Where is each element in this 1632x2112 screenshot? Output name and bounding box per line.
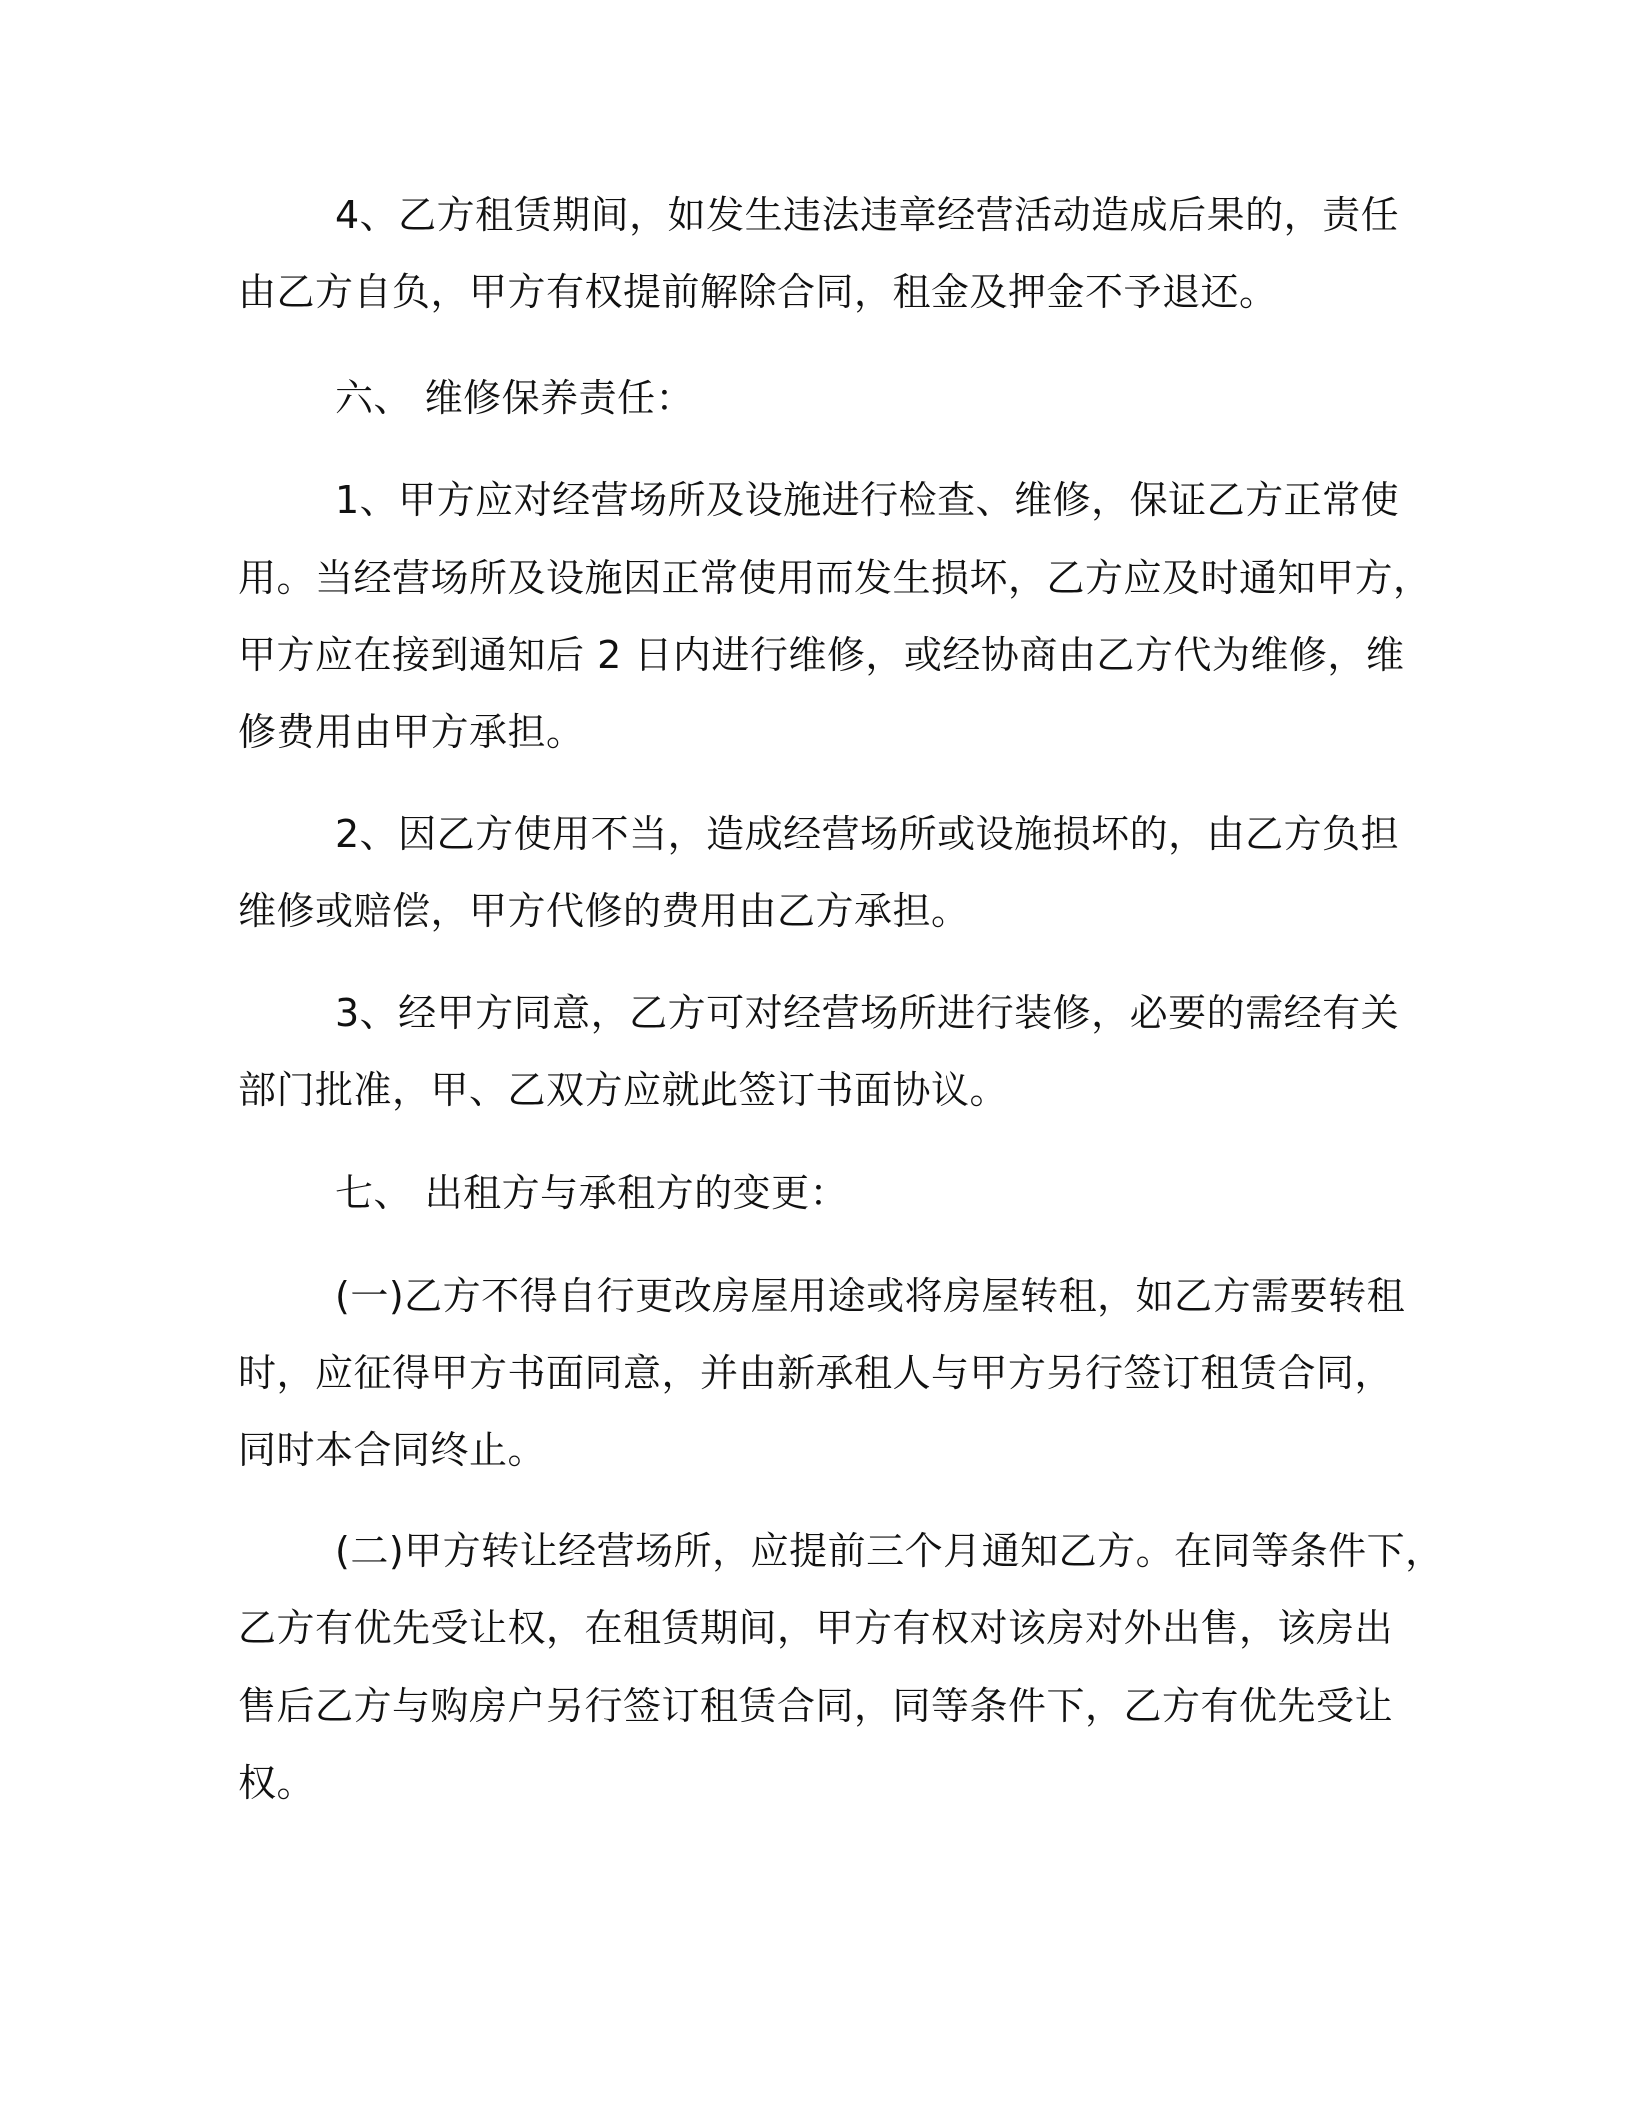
heading-line: 六、 维修保养责任： (335, 376, 695, 420)
text-line: 时，应征得甲方书面同意，并由新承租人与甲方另行签订租赁合同， (238, 1351, 1394, 1395)
text-line: 乙方有优先受让权，在租赁期间，甲方有权对该房对外出售，该房出 (238, 1606, 1394, 1650)
text-line: 1、甲方应对经营场所及设施进行检查、维修，保证乙方正常使 (335, 478, 1400, 522)
text-line: 维修或赔偿，甲方代修的费用由乙方承担。 (238, 889, 970, 933)
text-line: 3、经甲方同意，乙方可对经营场所进行装修，必要的需经有关 (335, 991, 1400, 1035)
text-line: 2、因乙方使用不当，造成经营场所或设施损坏的，由乙方负担 (335, 812, 1400, 856)
heading-line: 七、 出租方与承租方的变更： (335, 1171, 849, 1215)
text-line: 修费用由甲方承担。 (238, 710, 585, 754)
text-line: 同时本合同终止。 (238, 1428, 547, 1472)
text-line: 部门批准，甲、乙双方应就此签订书面协议。 (238, 1068, 1009, 1112)
text-line: 4、乙方租赁期间，如发生违法违章经营活动造成后果的，责任 (335, 193, 1400, 237)
text-line: (一)乙方不得自行更改房屋用途或将房屋转租，如乙方需要转租 (335, 1274, 1406, 1318)
text-line: 用。当经营场所及设施因正常使用而发生损坏，乙方应及时通知甲方， (238, 556, 1432, 600)
text-line: 甲方应在接到通知后 2 日内进行维修，或经协商由乙方代为维修，维 (238, 633, 1405, 677)
text-line: 售后乙方与购房户另行签订租赁合同，同等条件下，乙方有优先受让 (238, 1684, 1394, 1728)
text-line: 由乙方自负，甲方有权提前解除合同，租金及押金不予退还。 (238, 270, 1278, 314)
text-line: 权。 (238, 1761, 316, 1805)
text-line: (二)甲方转让经营场所，应提前三个月通知乙方。在同等条件下， (335, 1529, 1444, 1573)
